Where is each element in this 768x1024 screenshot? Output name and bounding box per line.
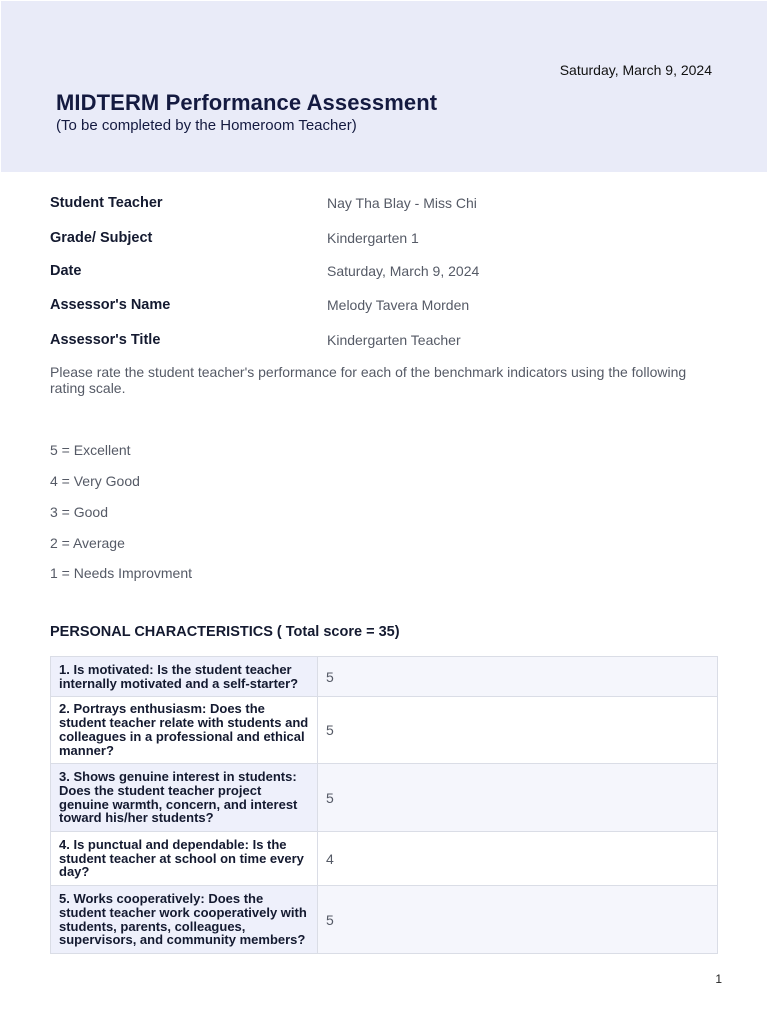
header-date: Saturday, March 9, 2024 bbox=[559, 62, 712, 78]
info-value: Kindergarten 1 bbox=[327, 230, 419, 246]
rating-scale-item: 5 = Excellent bbox=[50, 442, 131, 458]
header-banner bbox=[1, 1, 767, 172]
page-number: 1 bbox=[715, 972, 722, 986]
assessment-table bbox=[50, 656, 718, 954]
question-cell: 5. Works cooperatively: Does the student teacher work cooperatively with students, parents, colleagues, supervisors, and community members? bbox=[51, 886, 318, 954]
rating-instructions: Please rate the student teacher's performance for each of the benchmark indicators using the following rating scale. bbox=[50, 364, 687, 396]
info-row-student-teacher bbox=[50, 195, 720, 215]
rating-scale-item: 4 = Very Good bbox=[50, 473, 140, 489]
score-cell: 5 bbox=[318, 657, 718, 697]
question-cell: 3. Shows genuine interest in students: Does the student teacher project genuine warmth, concern, and interest toward his/her students? bbox=[51, 764, 318, 832]
score-cell: 4 bbox=[318, 832, 718, 886]
table-row bbox=[51, 764, 718, 832]
info-value: Saturday, March 9, 2024 bbox=[327, 263, 480, 279]
info-label: Assessor's Name bbox=[50, 297, 171, 313]
score-cell: 5 bbox=[318, 764, 718, 832]
info-label: Student Teacher bbox=[50, 195, 163, 211]
table-row bbox=[51, 832, 718, 886]
info-label: Grade/ Subject bbox=[50, 230, 153, 246]
rating-scale-item: 2 = Average bbox=[50, 535, 125, 551]
rating-scale-item: 1 = Needs Improvment bbox=[50, 565, 193, 581]
info-row-date bbox=[50, 263, 720, 283]
table-row bbox=[51, 886, 718, 954]
info-row-assessor-title bbox=[50, 332, 720, 352]
info-value: Kindergarten Teacher bbox=[327, 332, 461, 348]
info-row-assessor-name bbox=[50, 297, 720, 317]
info-value: Nay Tha Blay - Miss Chi bbox=[327, 195, 477, 211]
question-cell: 2. Portrays enthusiasm: Does the student teacher relate with students and colleagues in a professional and ethical manner? bbox=[51, 697, 318, 764]
question-cell: 1. Is motivated: Is the student teacher internally motivated and a self-starter? bbox=[51, 657, 318, 697]
rating-scale-item: 3 = Good bbox=[50, 504, 108, 520]
score-cell: 5 bbox=[318, 886, 718, 954]
section-title: PERSONAL CHARACTERISTICS ( Total score = 35) bbox=[50, 624, 400, 640]
info-label: Assessor's Title bbox=[50, 332, 161, 348]
info-value: Melody Tavera Morden bbox=[327, 297, 470, 313]
info-row-grade-subject bbox=[50, 230, 720, 250]
page-title: MIDTERM Performance Assessment bbox=[56, 90, 438, 115]
table-row bbox=[51, 657, 718, 697]
table-row bbox=[51, 697, 718, 764]
page-subtitle: (To be completed by the Homeroom Teacher) bbox=[56, 117, 357, 134]
info-label: Date bbox=[50, 263, 82, 279]
question-cell: 4. Is punctual and dependable: Is the student teacher at school on time every day? bbox=[51, 832, 318, 886]
score-cell: 5 bbox=[318, 697, 718, 764]
